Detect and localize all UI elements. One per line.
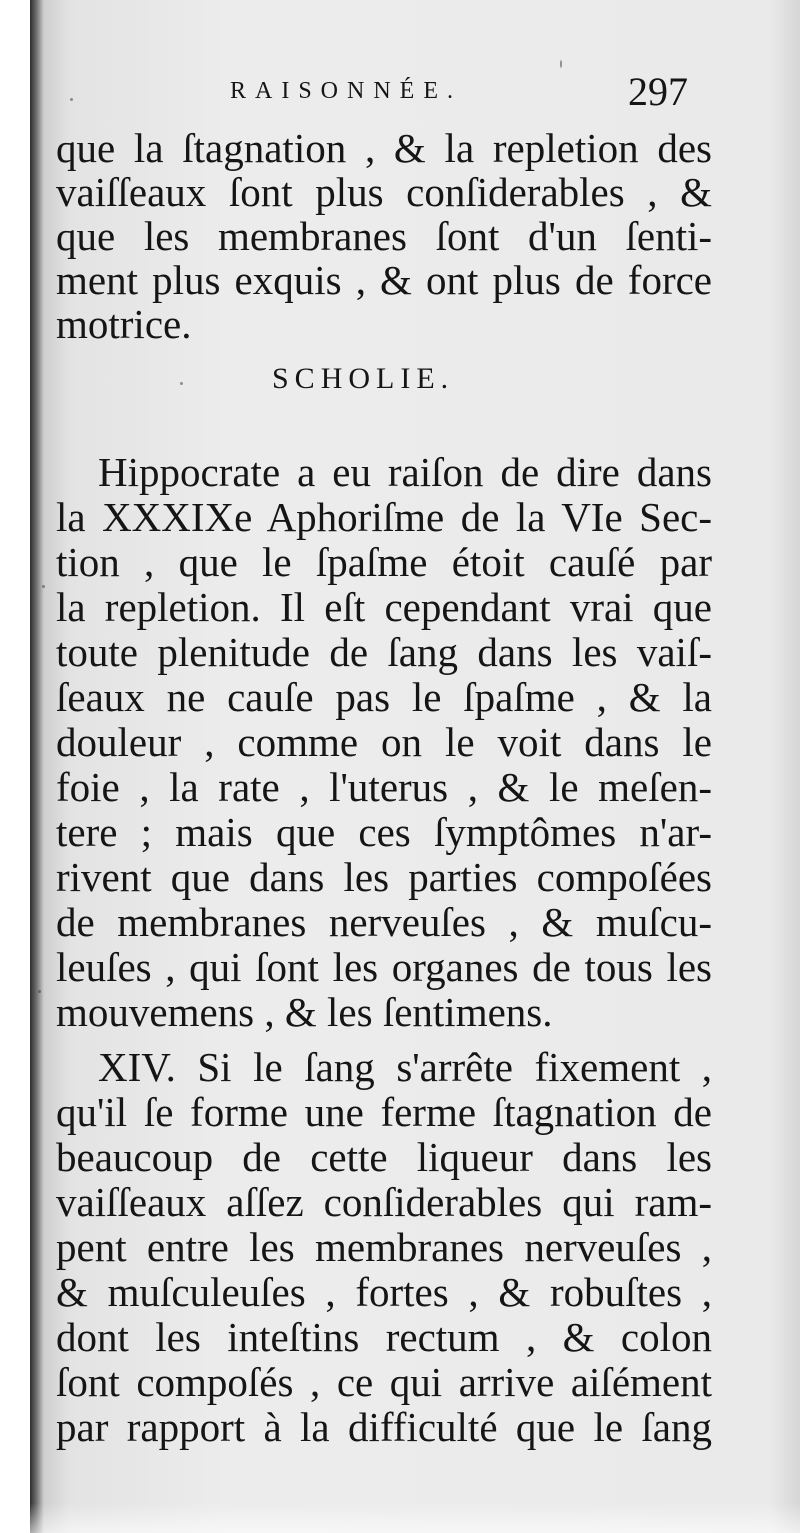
text-line: foie , la rate , l'uterus , & le meſen- xyxy=(56,764,712,810)
text-line: la XXXIXe Aphoriſme de la VIe Sec- xyxy=(56,494,712,540)
scan-speck xyxy=(42,585,45,588)
text-line: toute plenitude de ſang dans les vaiſ- xyxy=(56,629,712,675)
text-line: tere ; mais que ces ſymptômes n'ar- xyxy=(56,809,712,855)
scan-speck xyxy=(70,98,73,101)
text-line: que la ſtagnation , & la repletion des xyxy=(56,125,712,171)
page-edge xyxy=(30,1503,800,1533)
text-line: rivent que dans les parties compoſées xyxy=(56,854,712,900)
section-heading: SCHOLIE. xyxy=(272,362,455,395)
text-line: pent entre les membranes nerveuſes , xyxy=(56,1224,712,1270)
scan-speck xyxy=(180,382,183,385)
text-line: dont les inteſtins rectum , & colon xyxy=(56,1314,712,1360)
text-line: de membranes nerveuſes , & muſcu- xyxy=(56,899,712,945)
text-line: par rapport à la difficulté que le ſang xyxy=(56,1404,712,1450)
scan-speck xyxy=(38,990,41,993)
text-line: vaiſſeaux aſſez conſiderables qui ram- xyxy=(56,1179,712,1225)
text-line: ſont compoſés , ce qui arrive aiſément xyxy=(56,1359,712,1405)
text-line: motrice. xyxy=(56,301,192,347)
running-head: RAISONNÉE. xyxy=(230,78,462,104)
text-line: qu'il ſe forme une ferme ſtagnation de xyxy=(56,1089,712,1135)
text-line: douleur , comme on le voit dans le xyxy=(56,719,712,765)
text-line: tion , que le ſpaſme étoit cauſé par xyxy=(56,539,712,585)
text-line: XIV. Si le ſang s'arrête fixement , xyxy=(98,1044,712,1090)
text-line: vaiſſeaux ſont plus conſiderables , & xyxy=(56,169,712,215)
text-line: la repletion. Il eſt cependant vrai que xyxy=(56,584,712,630)
text-line: leuſes , qui ſont les organes de tous les xyxy=(56,944,712,990)
text-line: Hippocrate a eu raiſon de dire dans xyxy=(98,449,712,495)
page-number: 297 xyxy=(628,69,688,114)
text-line: & muſculeuſes , fortes , & robuſtes , xyxy=(56,1269,712,1315)
scan-speck xyxy=(560,60,562,68)
text-line: que les membranes ſont d'un ſenti- xyxy=(56,213,712,259)
text-line: beaucoup de cette liqueur dans les xyxy=(56,1134,712,1180)
text-line: ſeaux ne cauſe pas le ſpaſme , & la xyxy=(56,674,712,720)
text-line: ment plus exquis , & ont plus de force xyxy=(56,257,712,303)
text-line: mouvemens , & les ſentimens. xyxy=(56,989,553,1035)
